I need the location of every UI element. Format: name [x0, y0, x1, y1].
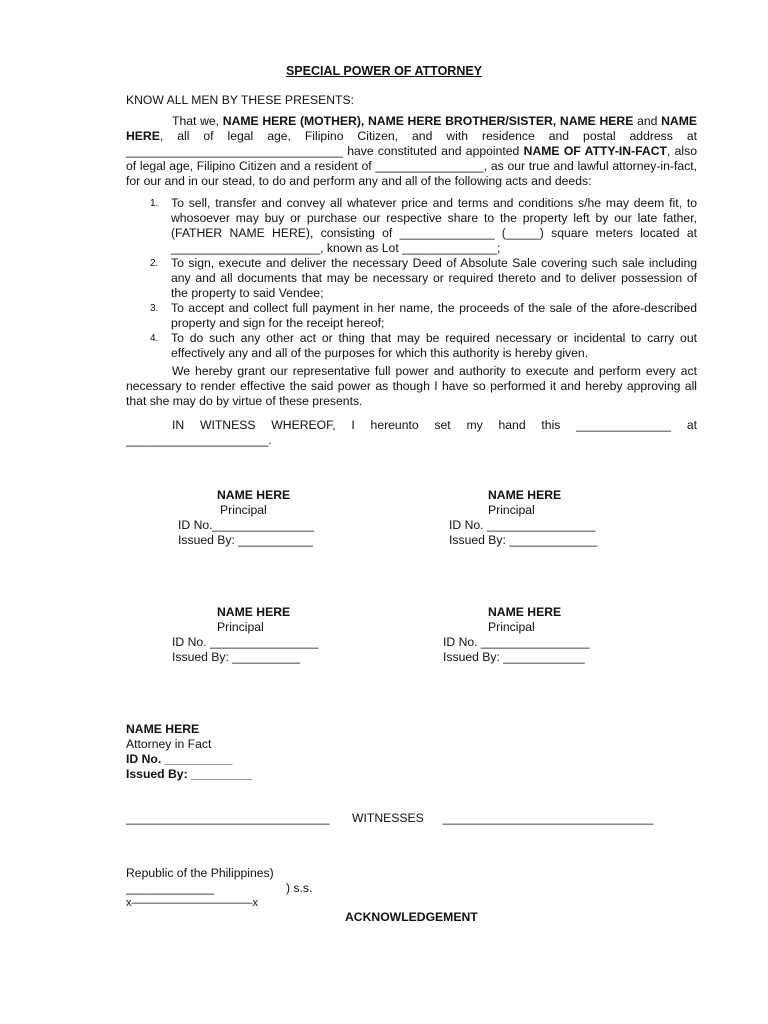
intro-line: KNOW ALL MEN BY THESE PRESENTS:	[126, 93, 355, 107]
list-item-text: To do such any other act or thing that may be required necessary or incidental to carry out effectively any and all of the purposes for which this authority is hereby given.	[171, 331, 697, 360]
principal-signature-block	[443, 605, 589, 665]
grant-text: We hereby grant our representative full power and authority to execute and perform every act necessary to render effective the said power as though I have so performed it and hereby approving all that she may do by virtue of these presents.	[126, 364, 697, 408]
principal-id: ID No. ________________	[449, 518, 596, 532]
p1-e: , all of legal age, Filipino Citizen, and with residence and postal address at ________________________________ have constituted and appointed	[126, 129, 697, 158]
list-item	[126, 301, 697, 331]
principal-signature-block	[178, 488, 314, 548]
witness-signature-line-left: ______________________________	[126, 811, 330, 825]
principal-id: ID No. ________________	[172, 635, 319, 649]
attorney-issued-by: Issued By: _________	[126, 767, 253, 781]
principal-role: Principal	[488, 503, 535, 517]
acknowledgement-title: ACKNOWLEDGEMENT	[345, 910, 478, 924]
principal-signature-block	[172, 605, 318, 665]
list-item-number: 2.	[150, 258, 159, 269]
ss-blank: _____________	[126, 881, 215, 895]
p1-c: and	[633, 114, 662, 128]
paragraph-parties	[126, 114, 697, 189]
principal-name: NAME HERE	[488, 605, 562, 619]
list-item-number: 1.	[150, 198, 159, 209]
document-title: SPECIAL POWER OF ATTORNEY	[285, 64, 483, 78]
list-item-number: 4.	[150, 333, 159, 344]
principal-name: NAME HERE	[217, 605, 291, 619]
list-item	[126, 196, 697, 256]
list-item-text: To sign, execute and deliver the necessary Deed of Absolute Sale covering such sale including any and all documents that may be necessary or required thereto and to deliver possession of the property to said Vendee;	[171, 256, 697, 300]
list-item	[126, 256, 697, 301]
list-item	[126, 331, 697, 361]
x-line: x———————————x	[126, 897, 258, 909]
principal-issued-by: Issued By: _____________	[449, 533, 598, 547]
principal-signature-block	[449, 488, 597, 548]
principal-name: NAME HERE	[217, 488, 291, 502]
witness-text-line1: IN WITNESS WHEREOF, I hereunto set my hand this ______________ at	[172, 418, 697, 432]
paragraph-grant	[126, 364, 697, 409]
principal-role: Principal	[217, 620, 264, 634]
principal-name: NAME HERE	[488, 488, 562, 502]
list-item-number: 3.	[150, 303, 159, 314]
principal-id: ID No._______________	[178, 518, 315, 532]
list-item-text: To sell, transfer and convey all whatever price and terms and conditions s/he may deem fit, to whosoever may buy or purchase our respective share to the property left by our late father, (FATHER NAME HERE), consisting of ______________ (_____) square meters located at ______________________, known as Lot ______________;	[171, 196, 697, 255]
witnesses-label: WITNESSES	[352, 811, 424, 825]
witness-text-line2: _____________________.	[126, 433, 272, 447]
attorney-signature-block	[126, 722, 252, 782]
list-item-text: To accept and collect full payment in her name, the proceeds of the sale of the afore-described property and sign for the receipt hereof;	[171, 301, 697, 330]
principal-role: Principal	[488, 620, 535, 634]
powers-list	[126, 196, 697, 361]
republic-line: Republic of the Philippines)	[126, 866, 274, 880]
attorney-name-ref: NAME OF ATTY-IN-FACT	[523, 144, 667, 158]
p1-a: That we,	[172, 114, 223, 128]
ss-label: ) s.s.	[286, 881, 313, 895]
principal-issued-by: Issued By: __________	[172, 650, 301, 664]
attorney-id: ID No. __________	[126, 752, 233, 766]
attorney-name: NAME HERE	[126, 722, 200, 736]
paragraph-witness	[126, 418, 697, 433]
attorney-role: Attorney in Fact	[126, 737, 212, 751]
principal-name-last: NAME HERE	[126, 114, 698, 143]
witness-signature-line-right: _______________________________	[443, 811, 654, 825]
principal-issued-by: Issued By: ____________	[443, 650, 585, 664]
principal-role: Principal	[220, 503, 267, 517]
principal-issued-by: Issued By: ___________	[178, 533, 313, 547]
principal-id: ID No. ________________	[443, 635, 590, 649]
p1-g: , also of legal age, Filipino Citizen and a resident of ________________, as our true and lawful attorney-in-fact, for our and in our stead, to do and perform any and all of the following acts and deeds:	[126, 144, 698, 188]
principal-names: NAME HERE (MOTHER), NAME HERE BROTHER/SISTER, NAME HERE	[222, 114, 634, 128]
